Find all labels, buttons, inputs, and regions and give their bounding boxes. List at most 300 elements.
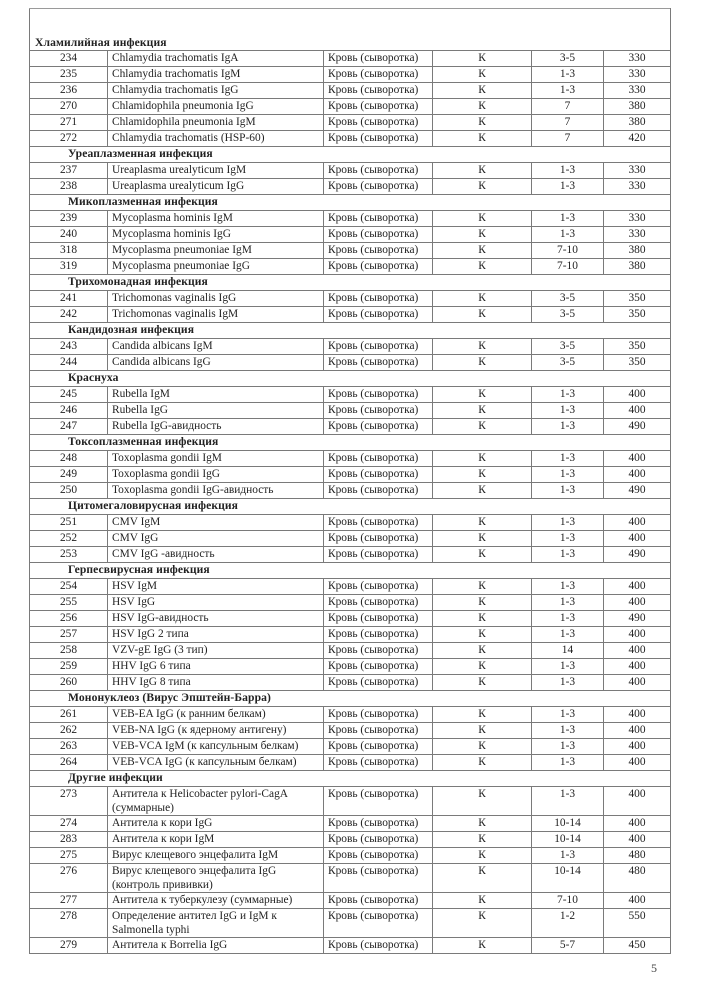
test-name: Toxoplasma gondii IgM: [108, 451, 324, 467]
sample-material: Кровь (сыворотка): [324, 227, 433, 243]
sample-material: Кровь (сыворотка): [324, 163, 433, 179]
table-row: [30, 67, 671, 83]
test-code: 260: [30, 675, 108, 691]
test-name: Toxoplasma gondii IgG-авидность: [108, 483, 324, 499]
test-price: 420: [604, 131, 671, 147]
test-code: 237: [30, 163, 108, 179]
test-name: Rubella IgG: [108, 403, 324, 419]
table-row: [30, 179, 671, 195]
test-type: К: [433, 739, 532, 755]
test-type: К: [433, 51, 532, 67]
turnaround-days: 7: [532, 131, 604, 147]
turnaround-days: 1-3: [532, 675, 604, 691]
sample-material: Кровь (сыворотка): [324, 643, 433, 659]
turnaround-days: 14: [532, 643, 604, 659]
test-name: HHV IgG 6 типа: [108, 659, 324, 675]
test-type: К: [433, 355, 532, 371]
turnaround-days: 1-3: [532, 723, 604, 739]
test-code: 319: [30, 259, 108, 275]
sample-material: Кровь (сыворотка): [324, 451, 433, 467]
table-row: [30, 643, 671, 659]
test-price: 350: [604, 355, 671, 371]
test-price: 480: [604, 864, 671, 893]
turnaround-days: 1-3: [532, 707, 604, 723]
turnaround-days: 1-3: [532, 579, 604, 595]
test-type: К: [433, 675, 532, 691]
table-row: [30, 909, 671, 938]
test-type: К: [433, 723, 532, 739]
table-row: [30, 659, 671, 675]
test-code: 251: [30, 515, 108, 531]
table-row: [30, 723, 671, 739]
turnaround-days: 1-3: [532, 659, 604, 675]
test-name: Антитела к туберкулезу (суммарные): [108, 893, 324, 909]
test-code: 239: [30, 211, 108, 227]
turnaround-days: 1-2: [532, 909, 604, 938]
sample-material: Кровь (сыворотка): [324, 467, 433, 483]
test-name: Вирус клещевого энцефалита IgG (контроль прививки): [108, 864, 324, 893]
turnaround-days: 7: [532, 99, 604, 115]
test-price: 400: [604, 403, 671, 419]
test-name: Mycoplasma pneumoniae IgM: [108, 243, 324, 259]
test-type: К: [433, 659, 532, 675]
test-type: К: [433, 131, 532, 147]
turnaround-days: 10-14: [532, 864, 604, 893]
test-type: К: [433, 451, 532, 467]
test-code: 244: [30, 355, 108, 371]
turnaround-days: 3-5: [532, 339, 604, 355]
test-name: Toxoplasma gondii IgG: [108, 467, 324, 483]
table-row: [30, 893, 671, 909]
test-price: 400: [604, 451, 671, 467]
test-type: К: [433, 67, 532, 83]
test-type: К: [433, 403, 532, 419]
test-code: 275: [30, 848, 108, 864]
turnaround-days: 1-3: [532, 211, 604, 227]
test-code: 247: [30, 419, 108, 435]
turnaround-days: 1-3: [532, 755, 604, 771]
sample-material: Кровь (сыворотка): [324, 99, 433, 115]
test-name: Определение антител IgG и IgM к Salmonella typhi: [108, 909, 324, 938]
table-row: [30, 243, 671, 259]
turnaround-days: 1-3: [532, 67, 604, 83]
test-type: К: [433, 643, 532, 659]
test-type: К: [433, 787, 532, 816]
test-type: К: [433, 227, 532, 243]
sample-material: Кровь (сыворотка): [324, 131, 433, 147]
test-code: 283: [30, 832, 108, 848]
sample-material: Кровь (сыворотка): [324, 339, 433, 355]
turnaround-days: 3-5: [532, 291, 604, 307]
sample-material: Кровь (сыворотка): [324, 723, 433, 739]
sample-material: Кровь (сыворотка): [324, 531, 433, 547]
sample-material: Кровь (сыворотка): [324, 67, 433, 83]
test-code: 256: [30, 611, 108, 627]
table-row: [30, 864, 671, 893]
section-title: Кандидозная инфекция: [30, 323, 671, 339]
table-row: [30, 547, 671, 563]
turnaround-days: 1-3: [532, 547, 604, 563]
sample-material: Кровь (сыворотка): [324, 259, 433, 275]
test-price: 400: [604, 739, 671, 755]
test-code: 250: [30, 483, 108, 499]
table-row: [30, 739, 671, 755]
test-code: 253: [30, 547, 108, 563]
test-type: К: [433, 339, 532, 355]
sample-material: Кровь (сыворотка): [324, 387, 433, 403]
test-price: 400: [604, 832, 671, 848]
turnaround-days: 1-3: [532, 595, 604, 611]
table-row: [30, 419, 671, 435]
test-type: К: [433, 515, 532, 531]
test-type: К: [433, 595, 532, 611]
test-code: 272: [30, 131, 108, 147]
sample-material: Кровь (сыворотка): [324, 848, 433, 864]
test-type: К: [433, 627, 532, 643]
test-code: 234: [30, 51, 108, 67]
sample-material: Кровь (сыворотка): [324, 675, 433, 691]
turnaround-days: 1-3: [532, 227, 604, 243]
test-price: 400: [604, 787, 671, 816]
test-price: 330: [604, 163, 671, 179]
test-price: 350: [604, 307, 671, 323]
test-name: CMV IgG -авидность: [108, 547, 324, 563]
section-title: Герпесвирусная инфекция: [30, 563, 671, 579]
test-price: 450: [604, 938, 671, 954]
test-price: 400: [604, 595, 671, 611]
test-name: Chlamydia trachomatis IgA: [108, 51, 324, 67]
turnaround-days: 1-3: [532, 627, 604, 643]
test-price: 350: [604, 291, 671, 307]
test-code: 278: [30, 909, 108, 938]
test-type: К: [433, 115, 532, 131]
sample-material: Кровь (сыворотка): [324, 179, 433, 195]
section-title: Токсоплазменная инфекция: [30, 435, 671, 451]
test-name: VZV-gE IgG (3 тип): [108, 643, 324, 659]
turnaround-days: 1-3: [532, 179, 604, 195]
test-type: К: [433, 864, 532, 893]
test-type: К: [433, 291, 532, 307]
test-name: Chlamidophila pneumonia IgM: [108, 115, 324, 131]
test-name: Ureaplasma urealyticum IgM: [108, 163, 324, 179]
sample-material: Кровь (сыворотка): [324, 909, 433, 938]
sample-material: Кровь (сыворотка): [324, 787, 433, 816]
sample-material: Кровь (сыворотка): [324, 938, 433, 954]
test-name: Mycoplasma pneumoniae IgG: [108, 259, 324, 275]
test-type: К: [433, 179, 532, 195]
sample-material: Кровь (сыворотка): [324, 83, 433, 99]
turnaround-days: 3-5: [532, 307, 604, 323]
turnaround-days: 1-3: [532, 531, 604, 547]
sample-material: Кровь (сыворотка): [324, 547, 433, 563]
test-code: 252: [30, 531, 108, 547]
section-title: Трихомонадная инфекция: [30, 275, 671, 291]
table-row: [30, 51, 671, 67]
test-type: К: [433, 163, 532, 179]
test-price: 400: [604, 643, 671, 659]
table-row: [30, 675, 671, 691]
table-row: [30, 579, 671, 595]
test-name: Trichomonas vaginalis IgM: [108, 307, 324, 323]
table-row: [30, 83, 671, 99]
table-row: [30, 355, 671, 371]
test-price: 330: [604, 83, 671, 99]
sample-material: Кровь (сыворотка): [324, 611, 433, 627]
sample-material: Кровь (сыворотка): [324, 211, 433, 227]
table-row: [30, 707, 671, 723]
sample-material: Кровь (сыворотка): [324, 816, 433, 832]
test-type: К: [433, 483, 532, 499]
section-header: [30, 435, 671, 451]
test-price: 380: [604, 115, 671, 131]
table-row: [30, 595, 671, 611]
test-price: 330: [604, 51, 671, 67]
turnaround-days: 1-3: [532, 163, 604, 179]
section-title: Мононуклеоз (Вирус Эпштейн-Барра): [30, 691, 671, 707]
table-row: [30, 387, 671, 403]
sample-material: Кровь (сыворотка): [324, 832, 433, 848]
test-price: 350: [604, 339, 671, 355]
test-price: 400: [604, 675, 671, 691]
turnaround-days: 1-3: [532, 787, 604, 816]
test-code: 273: [30, 787, 108, 816]
table-row: [30, 131, 671, 147]
test-name: HSV IgG 2 типа: [108, 627, 324, 643]
test-code: 243: [30, 339, 108, 355]
test-price: 400: [604, 627, 671, 643]
test-code: 242: [30, 307, 108, 323]
test-name: Антитела к Borrelia IgG: [108, 938, 324, 954]
test-type: К: [433, 419, 532, 435]
table-row: [30, 99, 671, 115]
test-type: К: [433, 707, 532, 723]
test-name: Ureaplasma urealyticum IgG: [108, 179, 324, 195]
table-row: [30, 787, 671, 816]
turnaround-days: 7-10: [532, 243, 604, 259]
test-name: Антитела к кори IgM: [108, 832, 324, 848]
test-price: 480: [604, 848, 671, 864]
table-row: [30, 515, 671, 531]
turnaround-days: 7: [532, 115, 604, 131]
test-code: 276: [30, 864, 108, 893]
test-code: 254: [30, 579, 108, 595]
test-name: CMV IgG: [108, 531, 324, 547]
section-header: [30, 499, 671, 515]
turnaround-days: 1-3: [532, 611, 604, 627]
test-type: К: [433, 259, 532, 275]
sample-material: Кровь (сыворотка): [324, 355, 433, 371]
section-header: [30, 371, 671, 387]
test-name: Антитела к Helicobacter pylori-CagA (суммарные): [108, 787, 324, 816]
test-code: 255: [30, 595, 108, 611]
test-name: Mycoplasma hominis IgG: [108, 227, 324, 243]
test-code: 279: [30, 938, 108, 954]
turnaround-days: 1-3: [532, 419, 604, 435]
test-type: К: [433, 83, 532, 99]
test-name: HHV IgG 8 типа: [108, 675, 324, 691]
turnaround-days: 1-3: [532, 451, 604, 467]
test-code: 277: [30, 893, 108, 909]
sample-material: Кровь (сыворотка): [324, 627, 433, 643]
test-type: К: [433, 531, 532, 547]
test-name: VEB-VCA IgG (к капсульным белкам): [108, 755, 324, 771]
sample-material: Кровь (сыворотка): [324, 893, 433, 909]
test-code: 238: [30, 179, 108, 195]
test-code: 246: [30, 403, 108, 419]
test-price: 400: [604, 531, 671, 547]
test-code: 318: [30, 243, 108, 259]
sample-material: Кровь (сыворотка): [324, 307, 433, 323]
table-row: [30, 755, 671, 771]
section-title: Цитомегаловирусная инфекция: [30, 499, 671, 515]
test-type: К: [433, 893, 532, 909]
test-price: 330: [604, 179, 671, 195]
test-code: 241: [30, 291, 108, 307]
table-row: [30, 403, 671, 419]
table-row: [30, 483, 671, 499]
table-row: [30, 115, 671, 131]
test-price: 490: [604, 611, 671, 627]
test-type: К: [433, 611, 532, 627]
test-price: 400: [604, 816, 671, 832]
test-code: 262: [30, 723, 108, 739]
turnaround-days: 1-3: [532, 515, 604, 531]
sample-material: Кровь (сыворотка): [324, 515, 433, 531]
test-code: 259: [30, 659, 108, 675]
sample-material: Кровь (сыворотка): [324, 115, 433, 131]
table-row: [30, 451, 671, 467]
test-price: 400: [604, 893, 671, 909]
test-code: 261: [30, 707, 108, 723]
section-title: Уреаплазменная инфекция: [30, 147, 671, 163]
turnaround-days: 1-3: [532, 403, 604, 419]
test-name: Chlamidophila pneumonia IgG: [108, 99, 324, 115]
test-price: 380: [604, 243, 671, 259]
sample-material: Кровь (сыворотка): [324, 51, 433, 67]
turnaround-days: 3-5: [532, 355, 604, 371]
test-type: К: [433, 467, 532, 483]
test-name: Trichomonas vaginalis IgG: [108, 291, 324, 307]
turnaround-days: 7-10: [532, 259, 604, 275]
test-price: 490: [604, 483, 671, 499]
test-price: 380: [604, 259, 671, 275]
section-title: Другие инфекции: [30, 771, 671, 787]
turnaround-days: 1-3: [532, 483, 604, 499]
test-name: Mycoplasma hominis IgM: [108, 211, 324, 227]
test-type: К: [433, 848, 532, 864]
section-title: Микоплазменная инфекция: [30, 195, 671, 211]
turnaround-days: 10-14: [532, 832, 604, 848]
test-price: 380: [604, 99, 671, 115]
turnaround-days: 1-3: [532, 467, 604, 483]
sample-material: Кровь (сыворотка): [324, 403, 433, 419]
test-price: 400: [604, 515, 671, 531]
test-name: Chlamydia trachomatis (HSP-60): [108, 131, 324, 147]
section-header: [30, 195, 671, 211]
test-price: 550: [604, 909, 671, 938]
test-price: 330: [604, 211, 671, 227]
sample-material: Кровь (сыворотка): [324, 419, 433, 435]
test-name: HSV IgG: [108, 595, 324, 611]
test-name: VEB-EA IgG (к ранним белкам): [108, 707, 324, 723]
sample-material: Кровь (сыворотка): [324, 755, 433, 771]
sample-material: Кровь (сыворотка): [324, 483, 433, 499]
table-row: [30, 832, 671, 848]
test-type: К: [433, 99, 532, 115]
test-price: 400: [604, 387, 671, 403]
sample-material: Кровь (сыворотка): [324, 864, 433, 893]
test-type: К: [433, 816, 532, 832]
test-code: 245: [30, 387, 108, 403]
table-row: [30, 339, 671, 355]
table-row: [30, 627, 671, 643]
test-code: 270: [30, 99, 108, 115]
page-number: 5: [651, 961, 657, 975]
test-price: 400: [604, 755, 671, 771]
table-row: [30, 467, 671, 483]
section-header: [30, 9, 671, 51]
test-type: К: [433, 243, 532, 259]
section-title: Хламилийная инфекция: [30, 9, 671, 51]
sample-material: Кровь (сыворотка): [324, 243, 433, 259]
section-header: [30, 563, 671, 579]
turnaround-days: 5-7: [532, 938, 604, 954]
section-header: [30, 147, 671, 163]
turnaround-days: 1-3: [532, 739, 604, 755]
sample-material: Кровь (сыворотка): [324, 291, 433, 307]
test-name: VEB-NA IgG (к ядерному антигену): [108, 723, 324, 739]
section-header: [30, 275, 671, 291]
test-type: К: [433, 211, 532, 227]
test-price: 330: [604, 67, 671, 83]
test-code: 257: [30, 627, 108, 643]
test-price: 490: [604, 547, 671, 563]
test-type: К: [433, 547, 532, 563]
test-price: 330: [604, 227, 671, 243]
test-name: CMV IgM: [108, 515, 324, 531]
test-code: 248: [30, 451, 108, 467]
test-price: 400: [604, 659, 671, 675]
price-table: [29, 8, 671, 954]
section-header: [30, 771, 671, 787]
turnaround-days: 7-10: [532, 893, 604, 909]
sample-material: Кровь (сыворотка): [324, 659, 433, 675]
test-type: К: [433, 755, 532, 771]
test-code: 235: [30, 67, 108, 83]
test-code: 249: [30, 467, 108, 483]
table-row: [30, 816, 671, 832]
section-header: [30, 323, 671, 339]
turnaround-days: 1-3: [532, 83, 604, 99]
test-type: К: [433, 938, 532, 954]
section-header: [30, 691, 671, 707]
test-price: 400: [604, 579, 671, 595]
test-name: Вирус клещевого энцефалита IgM: [108, 848, 324, 864]
turnaround-days: 1-3: [532, 387, 604, 403]
test-type: К: [433, 909, 532, 938]
test-code: 264: [30, 755, 108, 771]
test-code: 263: [30, 739, 108, 755]
table-row: [30, 938, 671, 954]
test-name: Candida albicans IgG: [108, 355, 324, 371]
test-code: 274: [30, 816, 108, 832]
test-name: HSV IgG-авидность: [108, 611, 324, 627]
test-code: 271: [30, 115, 108, 131]
table-row: [30, 531, 671, 547]
test-name: Rubella IgG-авидность: [108, 419, 324, 435]
test-type: К: [433, 579, 532, 595]
sample-material: Кровь (сыворотка): [324, 707, 433, 723]
